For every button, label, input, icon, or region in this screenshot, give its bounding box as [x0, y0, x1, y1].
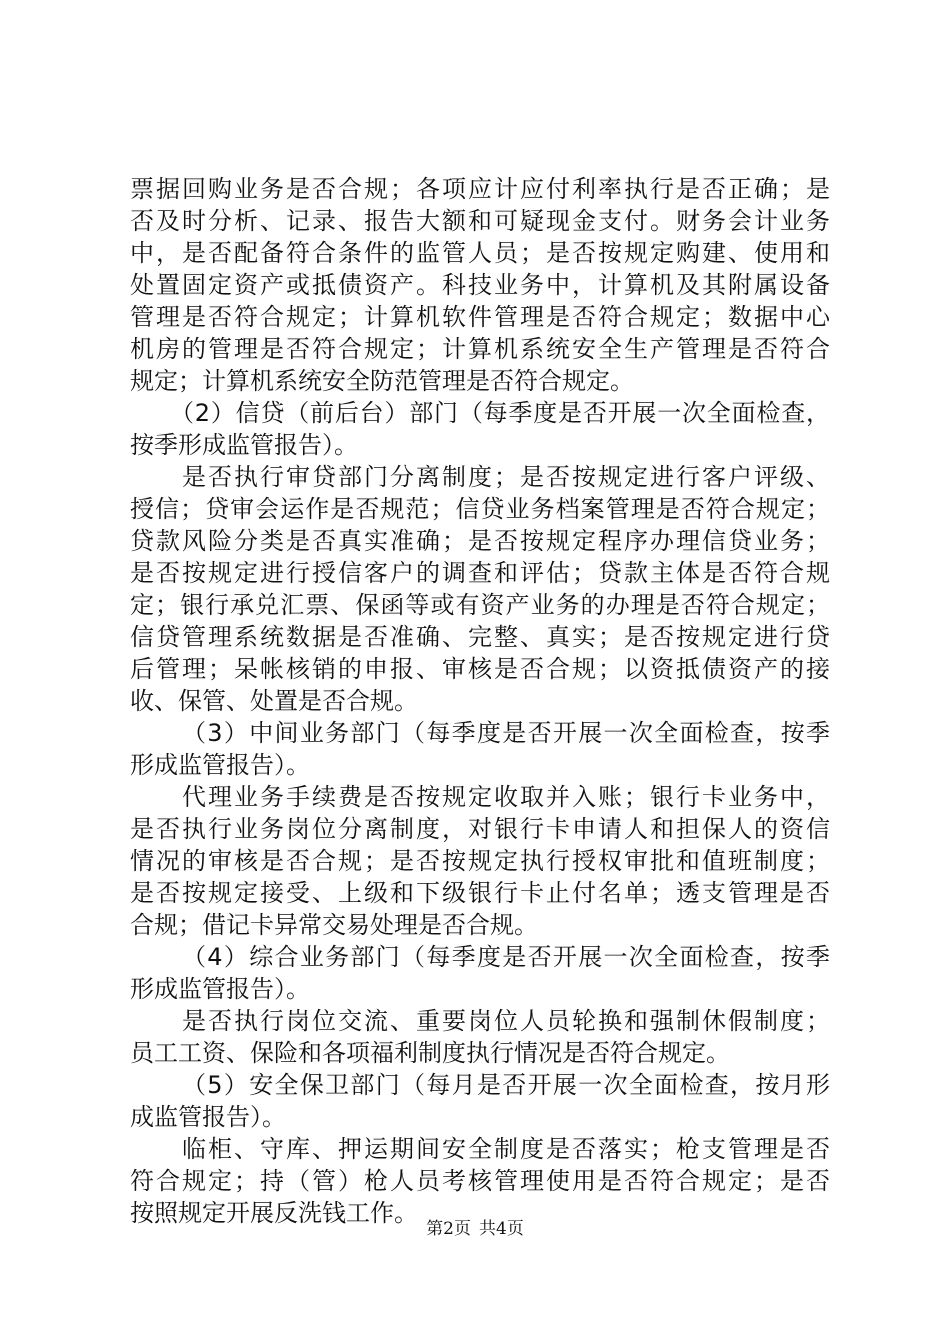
text-line: 收、保管、处置是否合规。: [130, 687, 418, 715]
section-heading-line: 成监管报告）。: [130, 1103, 286, 1131]
text-line: 是否执行岗位交流、重要岗位人员轮换和强制休假制度；: [182, 1007, 830, 1035]
page-footer: [0, 1214, 950, 1239]
text-line: 符合规定；持（管）枪人员考核管理使用是否符合规定；是否: [130, 1167, 830, 1195]
text-line: 中，是否配备符合条件的监管人员；是否按规定购建、使用和: [130, 239, 830, 267]
text-line: 按照规定开展反洗钱工作。: [130, 1199, 418, 1227]
page-total: 共4页: [479, 1219, 524, 1239]
section-heading-line: （4）综合业务部门（每季度是否开展一次全面检查，按季: [182, 943, 830, 971]
text-line: 贷款风险分类是否真实准确；是否按规定程序办理信贷业务；: [130, 527, 830, 555]
text-line: 合规；借记卡异常交易处理是否合规。: [130, 911, 538, 939]
text-line: 规定；计算机系统安全防范管理是否符合规定。: [130, 367, 634, 395]
text-line: 情况的审核是否合规；是否按规定执行授权审批和值班制度；: [130, 847, 830, 875]
page-number: 第2页: [426, 1219, 471, 1239]
section-heading-line: 按季形成监管报告）。: [130, 431, 358, 459]
section-heading-line: 形成监管报告）。: [130, 975, 310, 1003]
document-body: [130, 173, 830, 1229]
section-heading-line: （5）安全保卫部门（每月是否开展一次全面检查，按月形: [182, 1071, 830, 1099]
section-heading-line: 形成监管报告）。: [130, 751, 310, 779]
text-line: 处置固定资产或抵债资产。科技业务中，计算机及其附属设备: [130, 271, 830, 299]
text-line: 票据回购业务是否合规；各项应计应付利率执行是否正确；是: [130, 175, 830, 203]
text-line: 否及时分析、记录、报告大额和可疑现金支付。财务会计业务: [130, 207, 830, 235]
text-line: 临柜、守库、押运期间安全制度是否落实；枪支管理是否: [182, 1135, 830, 1163]
section-heading-line: （2）信贷（前后台）部门（每季度是否开展一次全面检查，: [170, 399, 830, 427]
text-line: 代理业务手续费是否按规定收取并入账；银行卡业务中，: [182, 783, 830, 811]
text-line: 是否执行业务岗位分离制度，对银行卡申请人和担保人的资信: [130, 815, 830, 843]
section-heading-line: （3）中间业务部门（每季度是否开展一次全面检查，按季: [182, 719, 830, 747]
text-line: 员工工资、保险和各项福利制度执行情况是否符合规定。: [130, 1039, 730, 1067]
text-line: 定；银行承兑汇票、保函等或有资产业务的办理是否符合规定；: [130, 591, 830, 619]
text-line: 是否执行审贷部门分离制度；是否按规定进行客户评级、: [182, 463, 830, 491]
text-line: 管理是否符合规定；计算机软件管理是否符合规定；数据中心: [130, 303, 830, 331]
text-line: 后管理；呆帐核销的申报、审核是否合规；以资抵债资产的接: [130, 655, 830, 683]
text-line: 是否按规定接受、上级和下级银行卡止付名单；透支管理是否: [130, 879, 830, 907]
text-line: 是否按规定进行授信客户的调查和评估；贷款主体是否符合规: [130, 559, 830, 587]
text-line: 机房的管理是否符合规定；计算机系统安全生产管理是否符合: [130, 335, 830, 363]
text-line: 授信；贷审会运作是否规范；信贷业务档案管理是否符合规定；: [130, 495, 830, 523]
text-line: 信贷管理系统数据是否准确、完整、真实；是否按规定进行贷: [130, 623, 830, 651]
